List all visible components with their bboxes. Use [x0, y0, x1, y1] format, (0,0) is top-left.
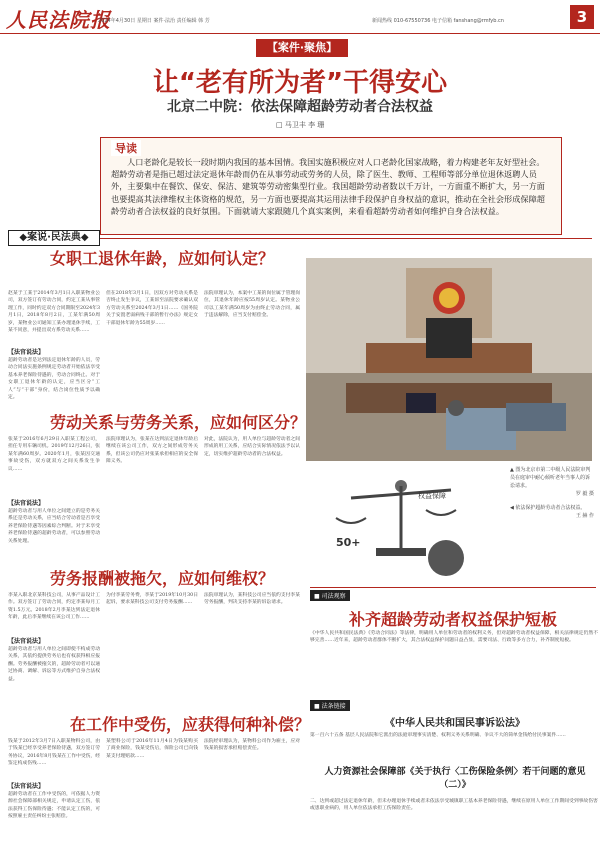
article-text: 李某入职北京某科技公司，从事产品设计工作。双方签订了劳动合同，约定李某每月工资1.5万元。2018年2月李某达到法定退休年龄，此后李某继续在该公司工作……	[8, 593, 100, 621]
guide-text: 人口老龄化是较长一段时期内我国的基本国情。我国实施积极应对人口老龄化国家战略，着力构建老年友好型社会。超龄劳动者是指已超过法定退休年龄而仍在从事劳动或劳务的人员，除了医生、教师、工程师等部分单位退休返聘人员外，主要集中在餐饮、保安、保洁、建筑等劳动密集型行业。我国超龄劳动者数以千万计，一方面重不断扩大，另一方面也要提高其法律维权主体资格的规范，另一方面也要提高其运用法律手段保护自身权益的意识，推动在全社会形成保障超龄劳动者合法权益的良好氛围。下面就请大家跟随几个真实案例，来看看超龄劳动者如何维护自身合法权益。	[111, 157, 545, 216]
law-label: 【法官说法】	[8, 783, 45, 790]
article-text: 超龄劳动者在工作中受伤的，可依据人力资源社会保障部相关规定，申请认定工伤，依法获得工伤保险待遇；不能认定工伤的，可按照雇主责任纠纷主张赔偿。	[8, 792, 100, 820]
law-title: 人力资源社会保障部《关于执行〈工伤保险条例〉若干问题的意见（二）》	[324, 767, 586, 790]
section-tag: 【案件·聚焦】	[256, 39, 348, 57]
illus-credit: 王 赫 作	[575, 513, 594, 519]
stamp-label-2: 权益保障	[418, 492, 446, 500]
article-text: 钱某于2012年3月7日入职某物料公司，由于钱某已经享受养老保险待遇，双方签订劳务协议，2016年8月钱某在工作中受伤，经鉴定构成伤残……	[8, 739, 100, 767]
section-divider	[310, 587, 596, 588]
article-text: 赵某于工某于2014年3月1日入职某物业公司，双方签订有劳动合同，约定工某从事管理工作，同时约定双方合同期限至2024年3月1日，2018年8月2日，工某年满50周岁，某物业公司通知工某办理退休手续，工某不同意，并提出双方系劳动关系……	[8, 291, 100, 334]
article-text: 但在2018年3月1日，因双方对劳动关系是否终止发生争议，工某诉至法院要求确认双方劳动关系至2024年3月1日……《国务院关于安置老弱病残干部的暂行办法》规定女干部退休年龄为55周岁……	[106, 291, 198, 326]
illus-caption-text: ◀ 依法保护超龄劳动者合法权益。	[510, 505, 586, 511]
column-label: ◆案说·民法典◆	[8, 230, 100, 246]
commentary-title: 补齐超龄劳动者权益保护短板	[348, 610, 557, 629]
masthead: 人民法院报	[6, 8, 111, 32]
article-text: 法院审理认为，本案中工某的岗位属于管理岗位，其退休年龄应按55周岁认定。某物业公司以工某年满50周岁为由终止劳动合同，属于违法解除，应当支付赔偿金。	[204, 291, 300, 319]
law-text: 第一百六十五条 基层人民法院和它派出的法庭审理事实清楚、权利义务关系明确、争议不大的简单金钱给付民事案件……	[310, 733, 566, 738]
scale-illustration	[306, 468, 506, 578]
guide-box	[100, 137, 562, 235]
article-text: 法院审理认为，张某在达到法定退休年龄后继续在该公司工作，双方之间形成劳务关系，但该公司仍应对张某承担相应的安全保障义务。	[106, 437, 198, 465]
page-title: 让“老有所为者”干得安心	[152, 68, 448, 98]
header-meta: 2024年4月30日 星期日 案件·法治 责任编辑 韩 芳	[98, 18, 210, 24]
article-text: 张某于2016年6月29日入职某工程公司，担任专用车辆司机。2019年12月26日，张某年满60周岁。2020年1月，张某因交通事故受伤，双方就双方之间关系发生争议……	[8, 437, 100, 472]
article-text: 某塑料公司于2016年11月4日为钱某购买了商业保险，钱某受伤后，保险公司已向钱某支付理赔款……	[106, 739, 198, 759]
section-title: 劳动关系与劳务关系，应如何区分？	[50, 413, 307, 432]
page-number: 3	[570, 5, 594, 29]
article-text: 对此，法院认为，用人单位与超龄劳动者之间形成的用工关系，应结合实际情况依法予以认定，切实维护超龄劳动者的合法权益。	[204, 437, 300, 457]
courtroom-illustration	[306, 258, 592, 461]
article-text: 法院经审理认为，某物料公司作为雇主，应对钱某的损害承担赔偿责任。	[204, 739, 300, 752]
law-label: 【法官说法】	[8, 638, 45, 645]
photo-caption-text: ▲ 图为北京市第二中级人民法院审判员在庭审中耐心倾听老年当事人的诉讼请求。	[510, 467, 591, 489]
article-text: 超龄劳动者与用人单位之间即使不构成劳动关系，其依约提供劳务后也有权获得相应报酬。劳务报酬被拖欠的，超龄劳动者可以通过协商、调解、诉讼等方式维护自身合法权益。	[8, 647, 100, 682]
column-tag: ■ 司法观察	[310, 590, 350, 601]
byline: □ 马卫丰 李 珊	[276, 121, 325, 129]
article-text: 超龄劳动者是达到法定退休年龄的人员，劳动合同法实施条例规定劳动者开始依法享受基本养老保险待遇的，劳动合同终止。对于女职工退休年龄的认定，应当区分“工人”与“干部”身份，结合岗位性质予以确定。	[8, 358, 100, 401]
commentary-text: 《中华人民共和国民法典》《劳动合同法》等法律，明确用人单位和劳动者的权利义务，但对超龄劳动者权益保障，相关法律规定仍然不够完善……近年来，超龄劳动者群体不断扩大，其合法权益保护问题日益凸显，需要司法、行政等多方合力，补齐制度短板。	[310, 631, 598, 644]
column-tag: ■ 法条链接	[310, 700, 350, 711]
courtroom-photo	[306, 258, 592, 461]
law-links-box	[310, 714, 598, 854]
section-divider	[100, 238, 592, 239]
header-contact: 新闻热线 010-67550736 电子信箱 fanshang@rmfyb.cn	[372, 18, 504, 24]
article-text: 超龄劳动者与用人单位之间建立的是劳务关系还是劳动关系，应当结合劳动者是否享受养老保险待遇等因素综合判断。对于未享受养老保险待遇的超龄劳动者，可以参照劳动关系处理。	[8, 509, 100, 544]
section-title: 劳务报酬被拖欠，应如何维权？	[50, 569, 275, 588]
law-label: 【法官说法】	[8, 500, 45, 507]
page-subtitle: 北京二中院：依法保障超龄劳动者合法权益	[167, 99, 433, 115]
photo-credit: 罗 毅 摄	[575, 491, 594, 497]
guide-label: 导读	[111, 140, 141, 156]
stamp-label: 50+	[336, 536, 361, 549]
article-text: 为付李某劳务费，李某于2019年10月30日起诉，要求某科技公司支付劳务报酬……	[106, 593, 198, 606]
law-label: 【法官说法】	[8, 349, 45, 356]
law-text: 二、达到或超过法定退休年龄，但未办理退休手续或者未依法享受城镇职工基本养老保险待遇，继续在原用人单位工作期间受到事故伤害或患职业病的，用人单位依法承担工伤保险责任。	[310, 799, 598, 812]
section-title: 在工作中受伤，应获得何种补偿？	[70, 715, 311, 734]
section-title: 女职工退休年龄，应如何认定？	[50, 249, 275, 268]
law-title: 《中华人民共和国民事诉讼法》	[385, 718, 525, 729]
article-text: 法院审理认为，某科技公司应当依约支付李某劳务报酬，判决支持李某的诉讼请求。	[204, 593, 300, 606]
photo-caption	[510, 466, 594, 520]
